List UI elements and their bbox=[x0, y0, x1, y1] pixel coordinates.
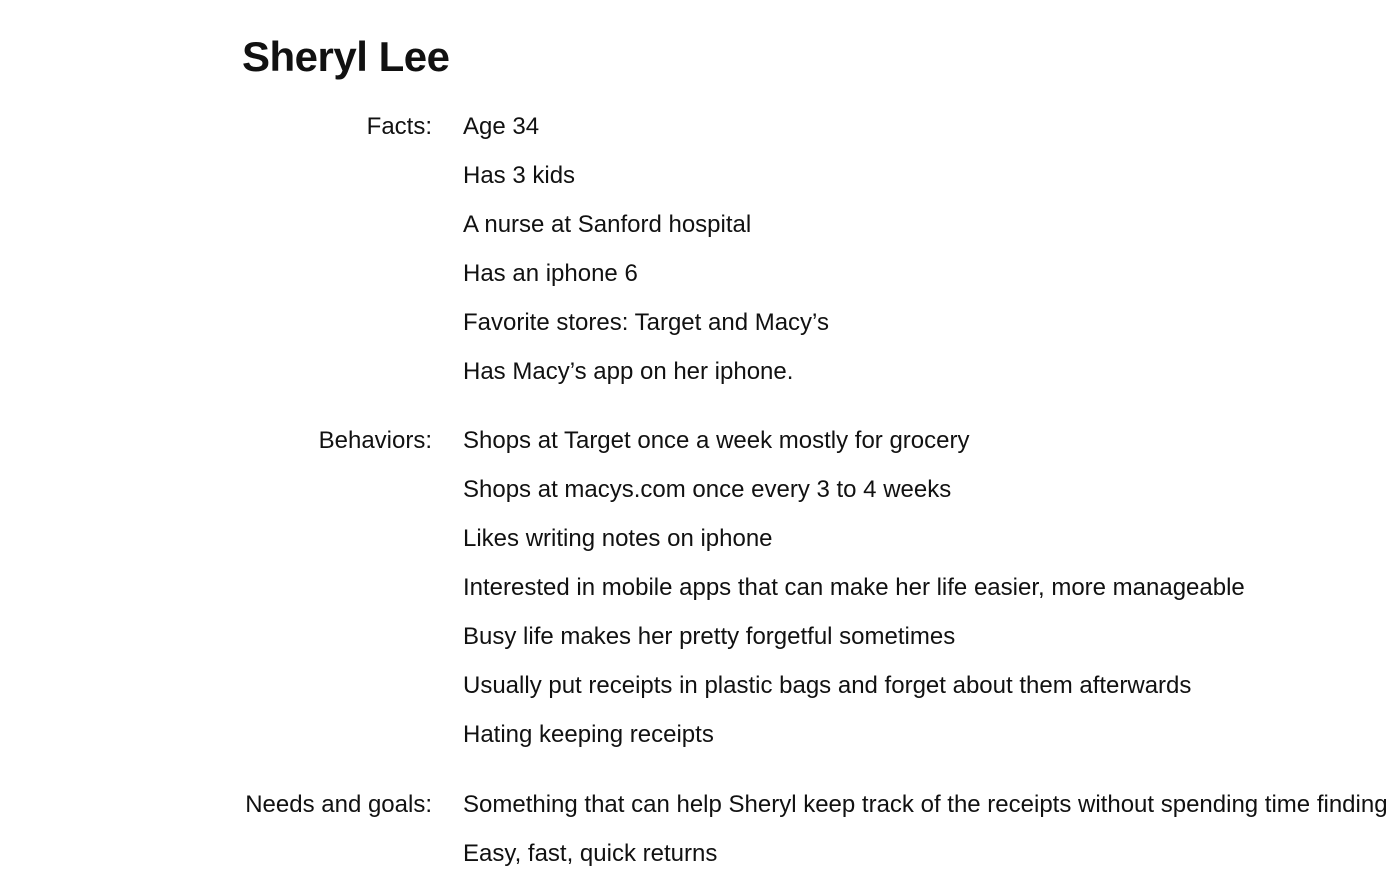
list-item: Has 3 kids bbox=[463, 162, 576, 189]
persona-name: Sheryl Lee bbox=[242, 33, 450, 80]
list-item: Shops at macys.com once every 3 to 4 weeks bbox=[463, 476, 952, 503]
list-item: Busy life makes her pretty forgetful sometimes bbox=[463, 623, 956, 650]
facts-list bbox=[463, 113, 829, 386]
list-item: Has an iphone 6 bbox=[463, 260, 638, 287]
list-item: A nurse at Sanford hospital bbox=[463, 211, 752, 238]
behaviors-label: Behaviors: bbox=[318, 427, 432, 454]
list-item: Shops at Target once a week mostly for grocery bbox=[463, 427, 970, 454]
list-item: Something that can help Sheryl keep track of the receipts without spending time finding bbox=[463, 791, 1388, 818]
behaviors-list bbox=[463, 427, 1245, 749]
list-item: Hating keeping receipts bbox=[463, 721, 714, 748]
list-item: Usually put receipts in plastic bags and forget about them afterwards bbox=[463, 672, 1192, 699]
list-item: Easy, fast, quick returns bbox=[463, 840, 718, 867]
list-item: Favorite stores: Target and Macy’s bbox=[463, 309, 829, 336]
list-item: Age 34 bbox=[463, 113, 540, 140]
facts-label: Facts: bbox=[366, 113, 432, 140]
needs-goals-label: Needs and goals: bbox=[245, 791, 432, 818]
list-item: Likes writing notes on iphone bbox=[463, 525, 773, 552]
needs-goals-list bbox=[463, 791, 1388, 868]
list-item: Interested in mobile apps that can make her life easier, more manageable bbox=[463, 574, 1245, 601]
list-item: Has Macy’s app on her iphone. bbox=[463, 358, 794, 385]
